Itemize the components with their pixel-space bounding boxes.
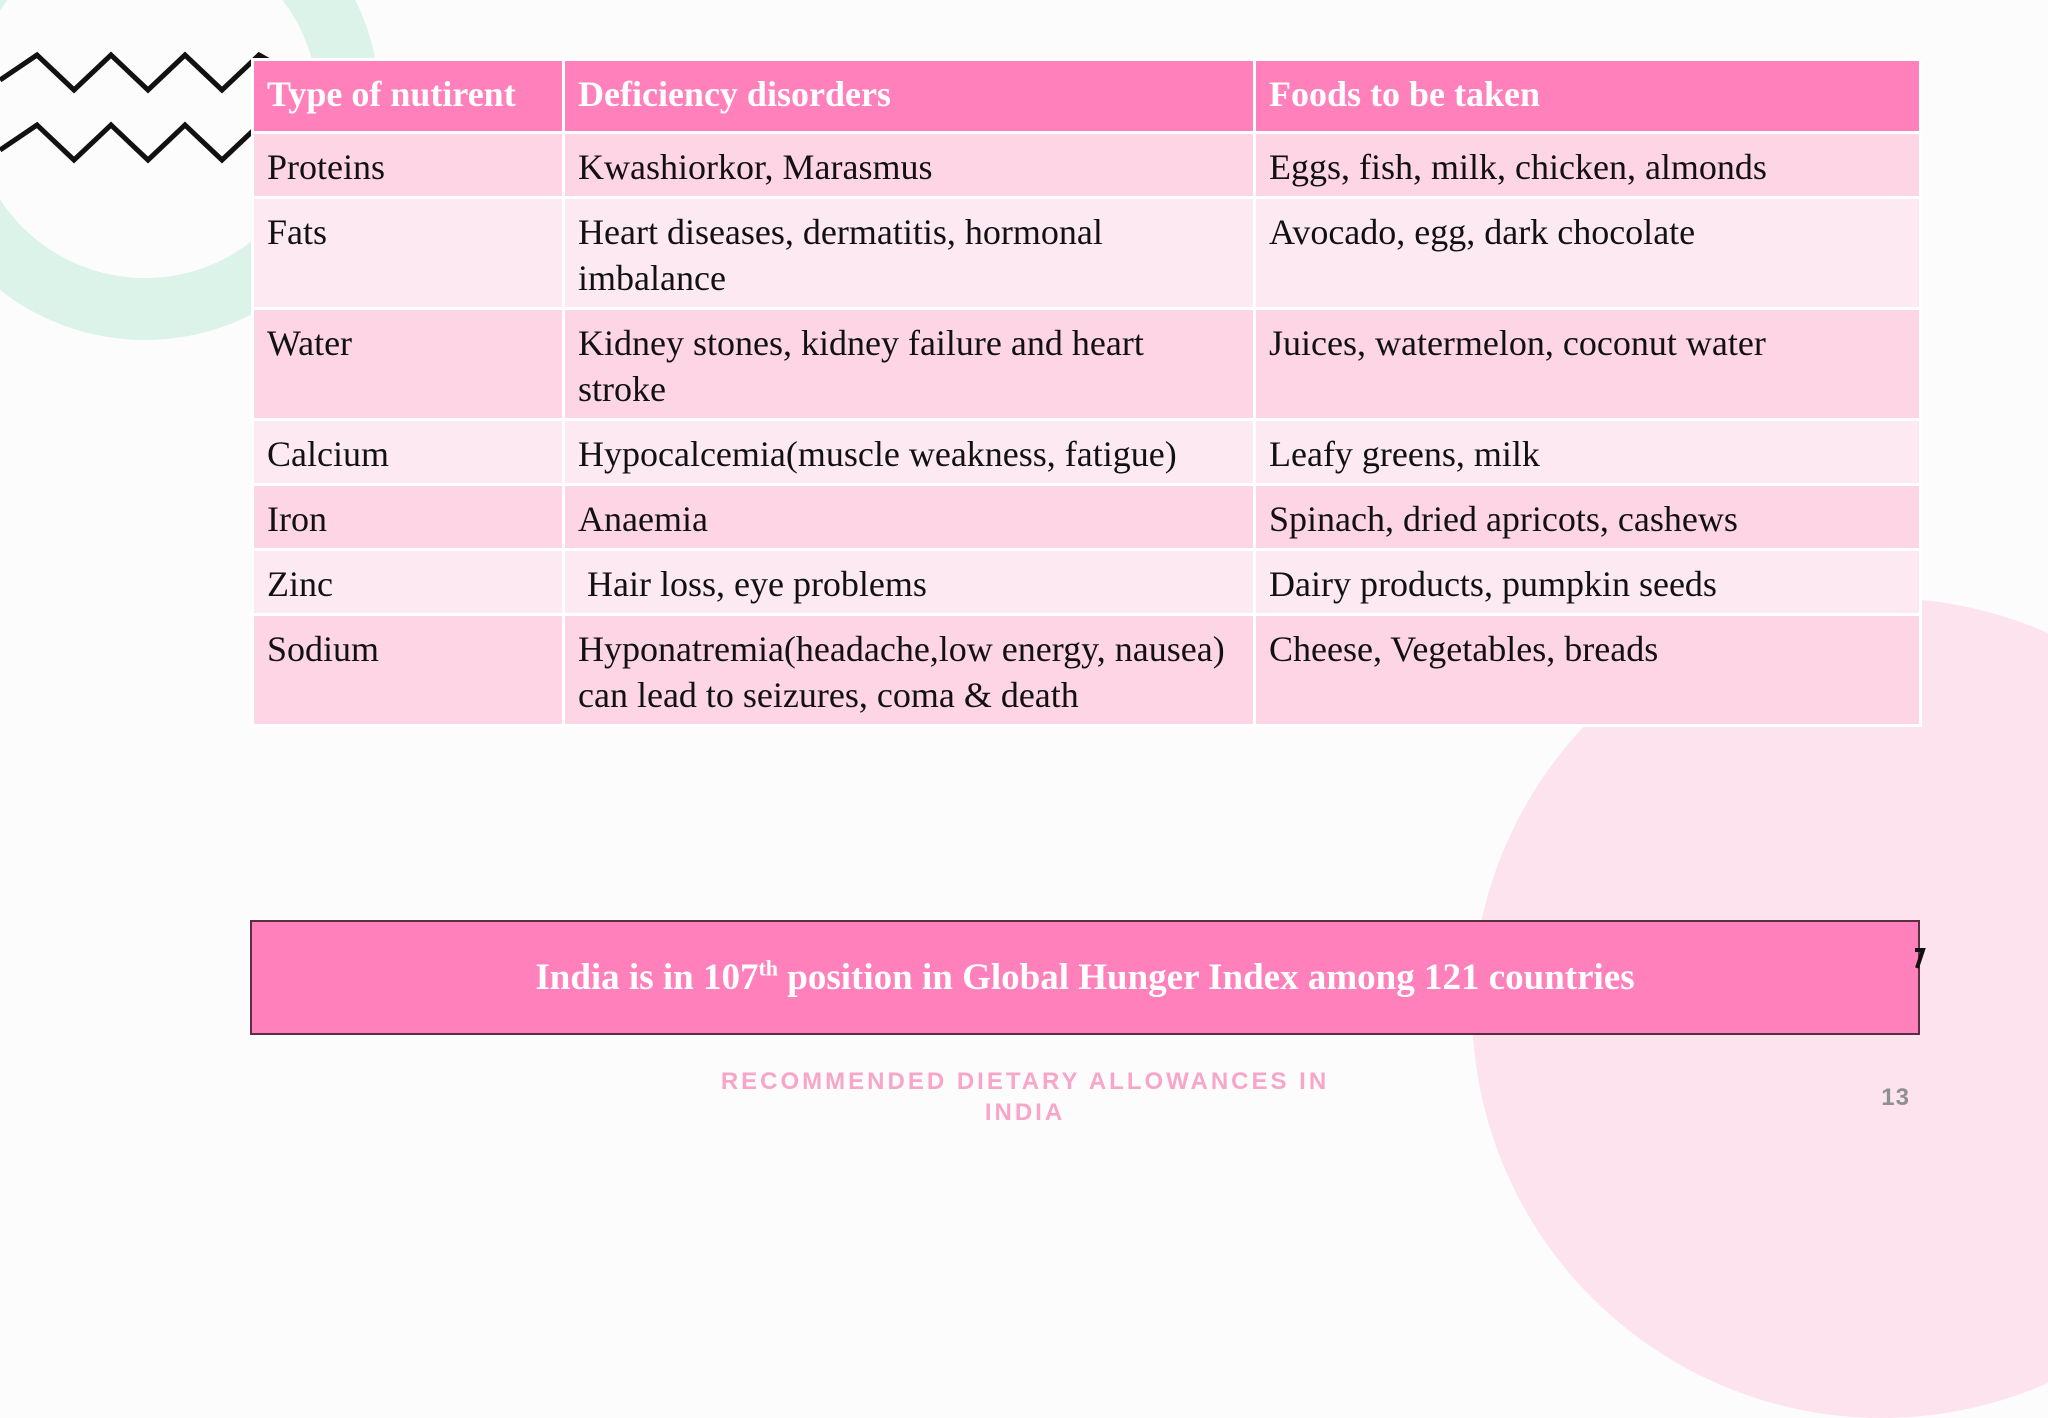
header-nutrient: Type of nutirent [253,60,564,133]
nutrient-cell: Water [253,309,564,420]
table-row [253,420,1921,485]
disorders-cell: Heart diseases, dermatitis, hormonal imbalance [564,198,1255,309]
disorders-cell: Anaemia [564,485,1255,550]
footer-title: RECOMMENDED DIETARY ALLOWANCES IN INDIA [720,1068,1330,1126]
foods-cell: Avocado, egg, dark chocolate [1255,198,1921,309]
table-row [253,615,1921,726]
foods-cell: Spinach, dried apricots, cashews [1255,485,1921,550]
disorders-cell: Hair loss, eye problems [564,550,1255,615]
nutrient-cell: Fats [253,198,564,309]
corner-mark-decoration [1913,946,1933,970]
banner-text-start: India is in 107 [535,957,759,998]
banner-superscript: th [758,955,779,981]
table-row [253,198,1921,309]
banner-text [535,956,1634,999]
table-row [253,309,1921,420]
foods-cell: Cheese, Vegetables, breads [1255,615,1921,726]
foods-cell: Juices, watermelon, coconut water [1255,309,1921,420]
disorders-cell: Hypocalcemia(muscle weakness, fatigue) [564,420,1255,485]
zigzag-decoration [0,45,290,180]
foods-cell: Eggs, fish, milk, chicken, almonds [1255,133,1921,198]
page-number: 13 [1881,1084,1910,1111]
foods-cell: Dairy products, pumpkin seeds [1255,550,1921,615]
table-row [253,133,1921,198]
foods-cell: Leafy greens, milk [1255,420,1921,485]
nutrient-cell: Sodium [253,615,564,726]
nutrient-cell: Iron [253,485,564,550]
disorders-cell: Hyponatremia(headache,low energy, nausea) can lead to seizures, coma & death [564,615,1255,726]
disorders-cell: Kidney stones, kidney failure and heart stroke [564,309,1255,420]
hunger-index-banner [250,920,1920,1035]
table-row [253,550,1921,615]
table-row [253,485,1921,550]
header-foods: Foods to be taken [1255,60,1921,133]
banner-text-end: position in Global Hunger Index among 121 countries [778,957,1635,998]
nutrient-cell: Calcium [253,420,564,485]
table-header-row [253,60,1921,133]
header-disorders: Deficiency disorders [564,60,1255,133]
nutrient-table [251,58,1922,727]
nutrient-cell: Proteins [253,133,564,198]
disorders-cell: Kwashiorkor, Marasmus [564,133,1255,198]
nutrient-cell: Zinc [253,550,564,615]
